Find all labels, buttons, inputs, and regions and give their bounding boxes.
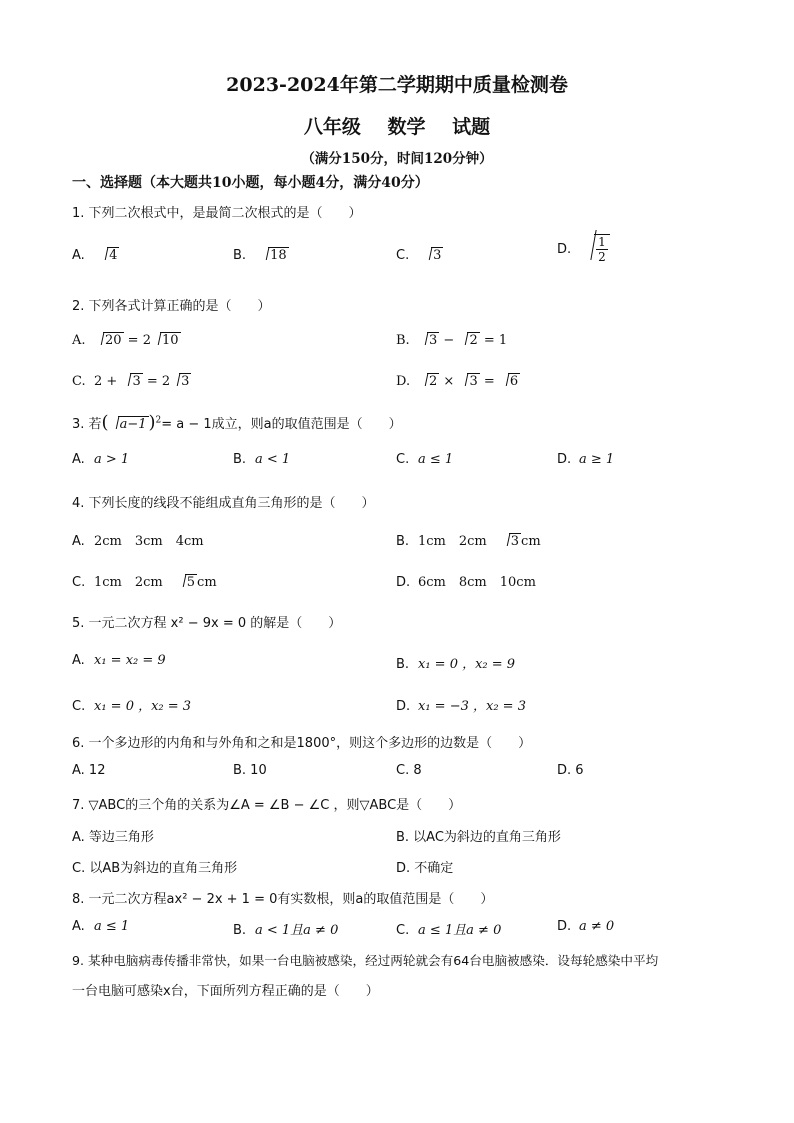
sqrt-expr (418, 332, 439, 348)
option-label: C. (396, 452, 410, 467)
radicand: 18 (270, 248, 287, 263)
question-9-stem-line-1: 9. 某种电脑病毒传播非常快，如果一台电脑被感染，经过两轮就会有64台电脑被感染．设每轮感染中平均 (72, 953, 659, 968)
option-value: a ≤ 1 (94, 919, 130, 934)
unit: cm (521, 534, 541, 549)
question-4-option-d[interactable] (396, 571, 536, 590)
question-4-option-c[interactable] (72, 571, 217, 590)
question-6-stem: 6. 一个多边形的内角和与外角和之和是1800°，则这个多边形的边数是（ ） (72, 736, 532, 751)
question-3-option-d[interactable] (557, 452, 614, 467)
question-1-option-a[interactable] (72, 247, 119, 263)
sqrt-expr (499, 373, 520, 389)
question-7-stem: 7. ▽ABC的三个角的关系为∠A = ∠B − ∠C ，则▽ABC是（ ） (72, 798, 462, 813)
math-text: = (479, 374, 499, 389)
sqrt-expr (109, 416, 149, 432)
option-label: C. (396, 923, 410, 938)
question-4-option-a[interactable] (72, 530, 204, 549)
unit: cm (197, 575, 217, 590)
question-8-option-c[interactable] (396, 919, 501, 938)
option-value: a < 1且a ≠ 0 (255, 923, 339, 938)
option-value: 1cm 2cm (94, 575, 176, 590)
option-value: x₁ = x₂ = 9 (94, 653, 166, 668)
option-label: A. (72, 452, 85, 467)
question-6-option-d[interactable]: D. 6 (557, 763, 584, 778)
option-label: B. (233, 452, 247, 467)
option-label: B. (396, 657, 410, 672)
option-value: a ≤ 1 (418, 452, 454, 467)
sqrt-expr (500, 533, 521, 549)
math-text: = 1 (479, 333, 508, 348)
sqrt-expr (94, 332, 124, 348)
option-label: C. (72, 374, 86, 389)
option-label: C. (72, 575, 86, 590)
question-2-option-a[interactable] (72, 332, 181, 348)
question-1-option-d[interactable] (557, 234, 610, 264)
radicand: 6 (509, 374, 519, 389)
option-value: x₁ = 0 ，x₂ = 9 (418, 657, 516, 672)
stem-text: 3. 若 (72, 417, 102, 432)
question-2-stem: 2. 下列各式计算正确的是（ ） (72, 299, 271, 314)
question-6-option-b[interactable]: B. 10 (233, 763, 267, 778)
paren-close: ) (148, 412, 156, 433)
option-value: a < 1 (255, 452, 291, 467)
question-6-option-c[interactable]: C. 8 (396, 763, 422, 778)
option-label: A. (72, 333, 86, 348)
radicand: 5 (186, 575, 196, 590)
paren-open: ( (101, 412, 109, 433)
option-label: D. (557, 452, 572, 467)
option-label: B. (233, 248, 247, 263)
question-2-option-c[interactable] (72, 373, 191, 389)
option-label: C. (72, 699, 86, 714)
radicand: 3 (433, 248, 442, 263)
sqrt-fraction-expr (583, 234, 610, 264)
math-text: 2 + (94, 374, 122, 389)
question-4-stem: 4. 下列长度的线段不能组成直角三角形的是（ ） (72, 496, 375, 511)
math-text: × (439, 374, 459, 389)
question-5-option-d[interactable] (396, 695, 526, 714)
radicand: 2 (429, 374, 438, 389)
question-5-option-c[interactable] (72, 695, 191, 714)
option-label: D. (396, 374, 411, 389)
grade-label: 八年级 (303, 116, 361, 138)
math-text: − (439, 333, 459, 348)
option-label: B. (396, 333, 410, 348)
question-1-option-c[interactable] (396, 247, 443, 263)
question-7-option-c[interactable]: C. 以AB为斜边的直角三角形 (72, 861, 238, 876)
sqrt-expr (176, 574, 197, 590)
question-3-option-b[interactable] (233, 452, 290, 467)
radicand: 3 (429, 333, 438, 348)
question-8-stem: 8. 一元二次方程ax² − 2x + 1 = 0有实数根，则a的取值范围是（ ） (72, 892, 494, 907)
sqrt-expr (151, 332, 181, 348)
radicand: 3 (132, 374, 141, 389)
question-9-stem-line-2: 一台电脑可感染x台，下面所列方程正确的是（ ） (72, 984, 379, 999)
stem-text: = a − 1成立，则a的取值范围是（ ） (161, 417, 402, 432)
option-label: A. (72, 653, 85, 668)
exam-note: （满分150分，时间120分钟） (301, 151, 493, 167)
radicand: 2 (469, 333, 478, 348)
radicand: 3 (181, 374, 190, 389)
sqrt-expr (458, 373, 479, 389)
question-3-option-a[interactable] (72, 452, 129, 467)
radicand: 20 (105, 333, 122, 348)
exam-title: 2023-2024年第二学期期中质量检测卷 (226, 74, 568, 96)
question-3-option-c[interactable] (396, 452, 453, 467)
option-label: D. (396, 575, 411, 590)
option-label: D. (557, 919, 572, 934)
radicand: a−1 (119, 417, 147, 432)
sqrt-expr (170, 373, 191, 389)
option-label: D. (557, 241, 572, 257)
sqrt-expr (98, 247, 119, 263)
paper-label: 试题 (452, 116, 491, 138)
option-value: a ≠ 0 (579, 919, 615, 934)
option-label: A. (72, 919, 85, 934)
option-label: B. (396, 534, 410, 549)
option-value: 1cm 2cm (418, 534, 500, 549)
numerator: 1 (598, 235, 606, 249)
option-value: 2cm 3cm 4cm (94, 534, 204, 549)
question-7-option-d[interactable]: D. 不确定 (396, 861, 454, 876)
option-value: x₁ = −3 ，x₂ = 3 (418, 699, 526, 714)
question-7-option-b[interactable]: B. 以AC为斜边的直角三角形 (396, 830, 561, 845)
question-8-option-d[interactable] (557, 919, 614, 934)
question-8-option-a[interactable] (72, 919, 129, 934)
sqrt-expr (458, 332, 479, 348)
exam-subtitle (0, 112, 794, 139)
question-8-option-b[interactable] (233, 919, 338, 938)
question-4-option-b[interactable] (396, 530, 541, 549)
question-1-option-b[interactable] (233, 247, 289, 263)
exponent-2: 2 (155, 415, 162, 426)
option-value: 6cm 8cm 10cm (418, 575, 536, 590)
option-label: A. (72, 248, 85, 263)
radicand: 4 (109, 248, 118, 263)
option-label: C. (396, 248, 410, 263)
sqrt-expr (422, 247, 443, 263)
option-label: D. (396, 699, 411, 714)
denominator: 2 (598, 250, 606, 264)
math-text: = 2 (123, 333, 151, 348)
question-2-option-d[interactable] (396, 373, 520, 389)
option-label: B. (233, 923, 247, 938)
option-label: A. (72, 534, 85, 549)
option-value: a ≤ 1且a ≠ 0 (418, 923, 502, 938)
section-heading: 一、选择题（本大题共10小题，每小题4分，满分40分） (72, 175, 429, 191)
radicand: 10 (161, 333, 179, 348)
question-7-option-a[interactable]: A. 等边三角形 (72, 830, 154, 845)
sqrt-expr (121, 373, 142, 389)
radicand: 3 (510, 534, 520, 549)
question-5-option-a[interactable] (72, 653, 166, 668)
question-3-stem (72, 412, 402, 433)
math-text: = 2 (142, 374, 171, 389)
question-2-option-b[interactable] (396, 332, 507, 348)
question-6-option-a[interactable]: A. 12 (72, 763, 106, 778)
option-value: x₁ = 0 ，x₂ = 3 (94, 699, 192, 714)
question-5-option-b[interactable] (396, 653, 515, 672)
question-5-stem: 5. 一元二次方程 x² − 9x = 0 的解是（ ） (72, 616, 342, 631)
option-value: a ≥ 1 (579, 452, 615, 467)
radicand: 3 (469, 374, 478, 389)
option-value: a > 1 (94, 452, 130, 467)
sqrt-expr (418, 373, 439, 389)
question-1-stem: 1. 下列二次根式中，是最简二次根式的是（ ） (72, 206, 362, 221)
sqrt-expr (259, 247, 289, 263)
subject-label: 数学 (387, 116, 426, 138)
